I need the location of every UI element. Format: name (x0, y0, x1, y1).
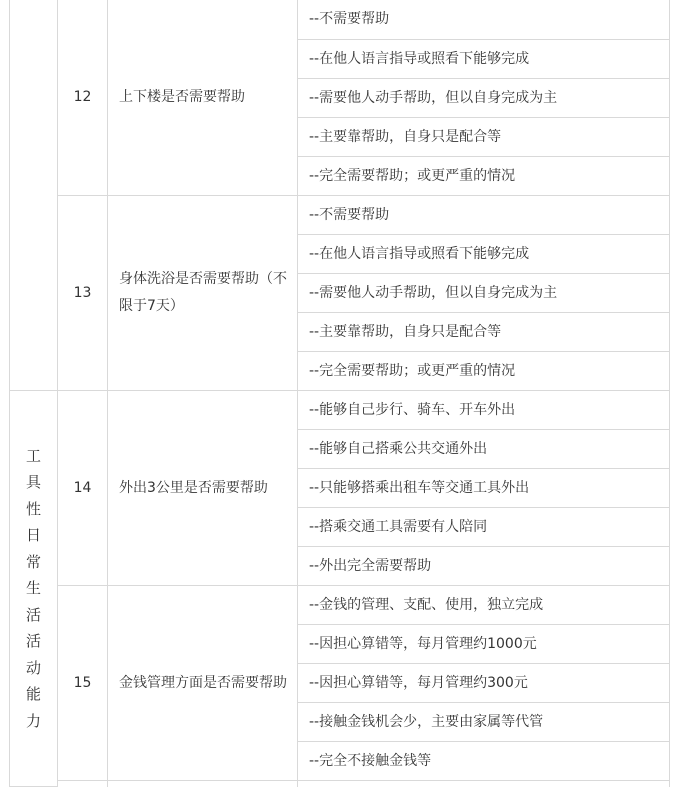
option-cell: --能够自己步行、骑车、开车外出 (298, 391, 670, 430)
category-label-char: 工 (25, 446, 41, 465)
option-cell: --不需要帮助 (298, 196, 670, 235)
category-label (10, 443, 57, 735)
category-label-char: 日 (25, 526, 41, 545)
assessment-table (9, 0, 670, 787)
item-number: 13 (58, 196, 108, 391)
option-cell: --主要靠帮助，自身只是配合等 (298, 118, 670, 157)
option-cell: --需要他人动手帮助，但以自身完成为主 (298, 79, 670, 118)
table-row (10, 196, 670, 235)
option-cell: --主要靠帮助，自身只是配合等 (298, 313, 670, 352)
continuation-cell (58, 781, 108, 787)
option-cell: --完全需要帮助；或更严重的情况 (298, 157, 670, 196)
category-label-char: 生 (25, 579, 41, 598)
table-row-continuation (10, 781, 670, 787)
option-cell: --完全不接触金钱等 (298, 742, 670, 781)
category-label-char: 性 (25, 499, 41, 518)
item-question: 上下楼是否需要帮助 (108, 0, 298, 196)
item-number: 14 (58, 391, 108, 586)
category-cell (10, 391, 58, 787)
item-question: 金钱管理方面是否需要帮助 (108, 586, 298, 781)
option-cell: --金钱的管理、支配、使用，独立完成 (298, 586, 670, 625)
option-cell: --在他人语言指导或照看下能够完成 (298, 235, 670, 274)
category-label-char: 力 (25, 711, 41, 730)
category-label-char: 活 (25, 632, 41, 651)
option-cell: --需要他人动手帮助，但以自身完成为主 (298, 274, 670, 313)
table-row (10, 391, 670, 430)
option-cell: --外出完全需要帮助 (298, 547, 670, 586)
option-cell: --能够自己搭乘公共交通外出 (298, 430, 670, 469)
continuation-cell (298, 781, 670, 787)
category-label-char: 常 (25, 552, 41, 571)
table-row (10, 0, 670, 40)
item-question: 身体洗浴是否需要帮助（不限于7天） (108, 196, 298, 391)
option-cell: --只能够搭乘出租车等交通工具外出 (298, 469, 670, 508)
item-question: 外出3公里是否需要帮助 (108, 391, 298, 586)
category-label-char: 具 (25, 473, 41, 492)
option-cell: --完全需要帮助；或更严重的情况 (298, 352, 670, 391)
option-cell: --不需要帮助 (298, 0, 670, 40)
option-cell: --搭乘交通工具需要有人陪同 (298, 508, 670, 547)
option-cell: --因担心算错等，每月管理约1000元 (298, 625, 670, 664)
table-row (10, 586, 670, 625)
category-label-char: 能 (25, 685, 41, 704)
item-number: 12 (58, 0, 108, 196)
category-label-char: 活 (25, 605, 41, 624)
category-label-char: 动 (25, 658, 41, 677)
item-number: 15 (58, 586, 108, 781)
continuation-cell (108, 781, 298, 787)
category-cell-previous (10, 0, 58, 391)
option-cell: --在他人语言指导或照看下能够完成 (298, 40, 670, 79)
option-cell: --因担心算错等，每月管理约300元 (298, 664, 670, 703)
option-cell: --接触金钱机会少，主要由家属等代管 (298, 703, 670, 742)
